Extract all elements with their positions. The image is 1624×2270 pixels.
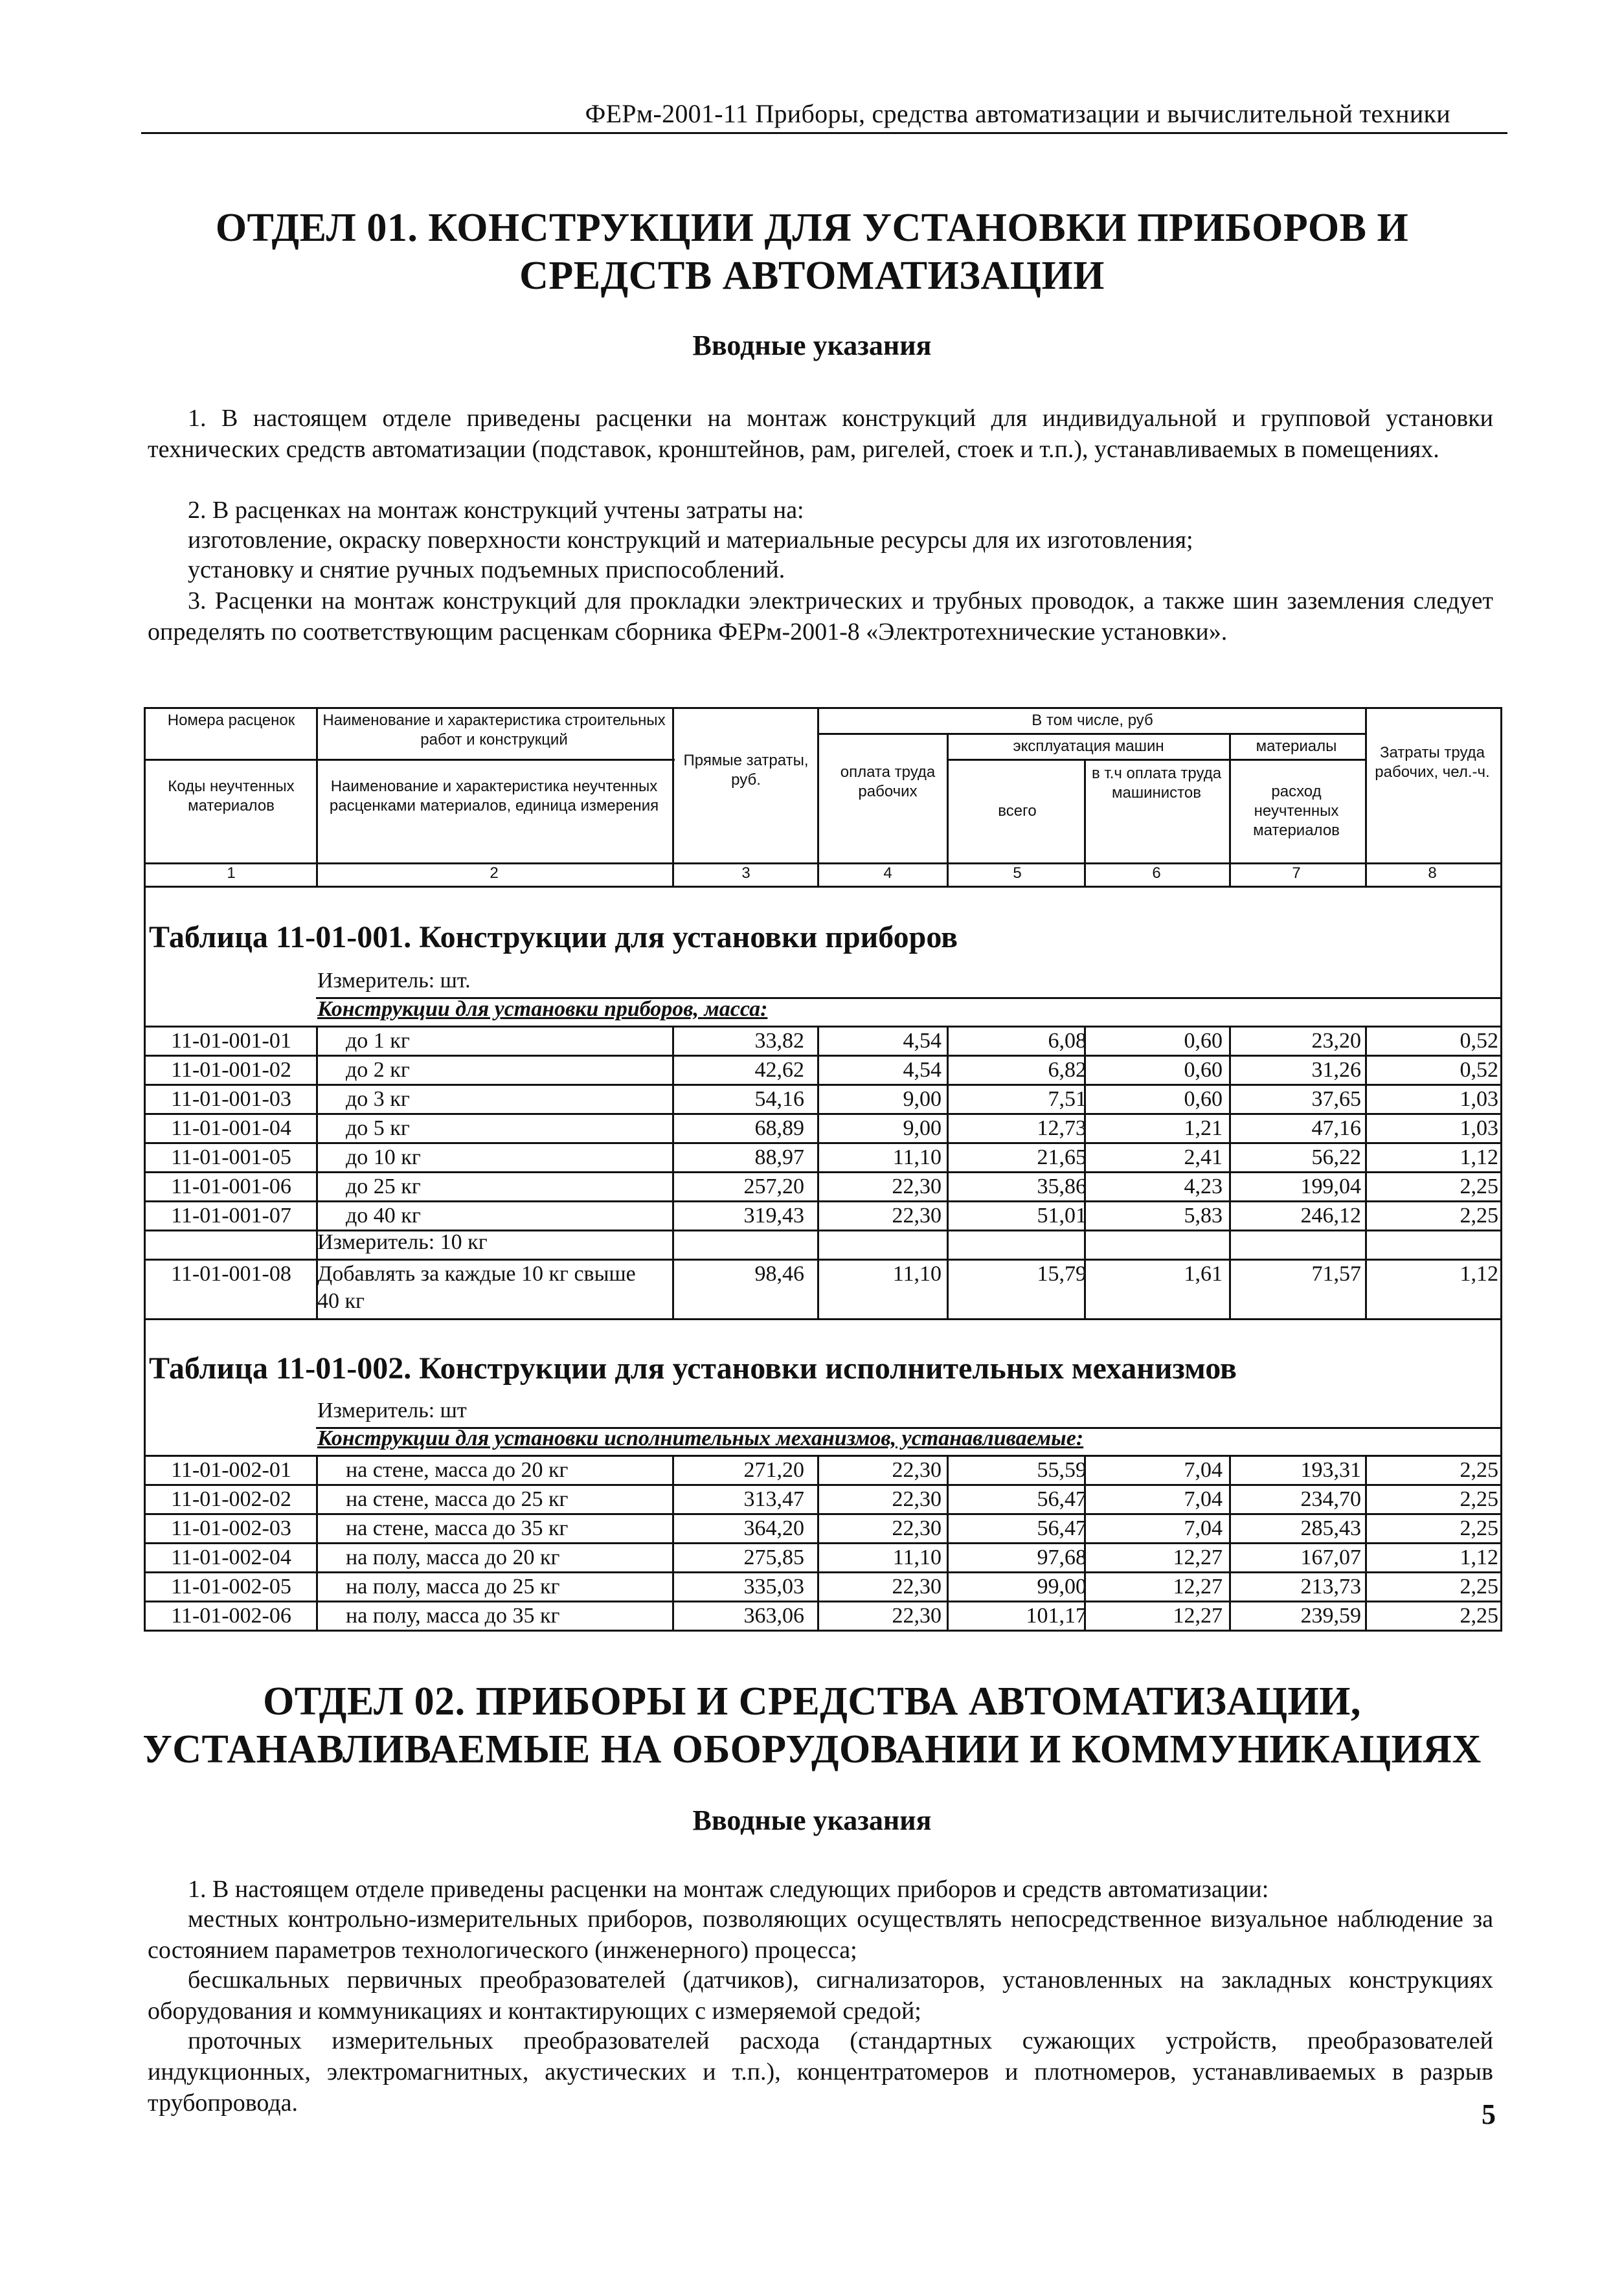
labor-hours-value: 1,12: [1460, 1545, 1498, 1569]
header-labor-hours: Затраты труда рабочих, чел.-ч.: [1375, 744, 1490, 781]
machine-total-value: 6,82: [1048, 1058, 1087, 1082]
section-01-title-line2: СРЕДСТВ АВТОМАТИЗАЦИИ: [519, 254, 1105, 298]
labor-hours-value: 2,25: [1460, 1575, 1498, 1599]
direct-costs-value: 364,20: [743, 1516, 804, 1540]
rate-name: на стене, масса до 35 кг: [346, 1516, 569, 1540]
direct-costs-value: 319,43: [743, 1204, 804, 1228]
labor-hours-value: 2,25: [1460, 1604, 1498, 1628]
section-01-paragraph-1: 1. В настоящем отделе приведены расценки на монтаж конструкций для индивидуальной и групповой установки технических средств автоматизации (подставок, кронштейнов, рам, ригелей, стоек и т.п.), устанавливаемых в помещениях.: [148, 405, 1493, 463]
section-02-title-line1: ОТДЕЛ 02. ПРИБОРЫ И СРЕДСТВА АВТОМАТИЗАЦИИ,: [263, 1680, 1361, 1724]
rate-name: до 40 кг: [346, 1204, 421, 1228]
machinist-pay-value: 12,27: [1173, 1575, 1223, 1599]
column-number-5: 5: [1013, 864, 1022, 882]
column-number-2: 2: [490, 864, 499, 882]
labor-hours-value: 2,25: [1460, 1204, 1498, 1228]
machinist-pay-value: 7,04: [1184, 1487, 1223, 1511]
header-direct-costs: Прямые затраты, руб.: [683, 752, 809, 789]
table-11-01-002-measure: Измеритель: шт: [317, 1399, 467, 1422]
machinist-pay-value: 0,60: [1184, 1087, 1223, 1111]
header-machine-operation: эксплуатация машин: [1013, 737, 1164, 755]
column-number-6: 6: [1152, 864, 1161, 882]
machinist-pay-value: 1,61: [1184, 1262, 1223, 1286]
column-number-4: 4: [883, 864, 892, 882]
machine-total-value: 21,65: [1037, 1145, 1087, 1169]
rate-code: 11-01-002-02: [171, 1487, 291, 1511]
labor-hours-value: 2,25: [1460, 1487, 1498, 1511]
machinist-pay-value: 7,04: [1184, 1458, 1223, 1482]
machinist-pay-value: 0,60: [1184, 1029, 1223, 1053]
table-11-01-002-group: Конструкции для установки исполнительных механизмов, устанавливаемые:: [317, 1426, 1084, 1450]
machine-total-value: 101,17: [1026, 1604, 1087, 1628]
header-rule: [141, 132, 1507, 134]
section-02-paragraph-1c: проточных измерительных преобразователей расхода (стандартных сужающих устройств, преобразователей индукционных, электромагнитных, акустических и т.п.), концентратомеров и плотномеров, устанавливаемых в разрыв трубопровода.: [148, 2027, 1493, 2117]
materials-value: 199,04: [1300, 1174, 1361, 1198]
section-01-intro-heading: Вводные указания: [692, 330, 932, 361]
rate-name: до 10 кг: [346, 1145, 421, 1169]
rate-code: 11-01-001-07: [171, 1204, 291, 1228]
column-number-7: 7: [1292, 864, 1301, 882]
rate-name: до 3 кг: [346, 1087, 410, 1111]
rate-code: 11-01-001-08: [171, 1262, 291, 1286]
materials-value: 239,59: [1300, 1604, 1361, 1628]
rate-name: на полу, масса до 35 кг: [346, 1604, 560, 1628]
section-01-paragraph-2a: изготовление, окраску поверхности конструкций и материальные ресурсы для их изготовления;: [188, 526, 1193, 554]
labor-pay-value: 22,30: [892, 1575, 942, 1599]
rate-name: до 2 кг: [346, 1058, 410, 1082]
materials-value: 285,43: [1300, 1516, 1361, 1540]
section-01-paragraph-3: 3. Расценки на монтаж конструкций для прокладки электрических и трубных проводок, а также шин заземления следует определять по соответствующим расценкам сборника ФЕРм-2001-8 «Электротехнические установки».: [148, 587, 1493, 646]
labor-hours-value: 1,03: [1460, 1087, 1498, 1111]
machinist-pay-value: 0,60: [1184, 1058, 1223, 1082]
materials-value: 31,26: [1311, 1058, 1361, 1082]
rate-name: на полу, масса до 20 кг: [346, 1545, 560, 1569]
header-machine-total: всего: [998, 802, 1037, 820]
table-11-01-001-measure: Измеритель: шт.: [317, 969, 471, 993]
machinist-pay-value: 12,27: [1173, 1545, 1223, 1569]
rate-code: 11-01-002-01: [171, 1458, 291, 1482]
header-rate-number: Номера расценок: [167, 712, 295, 729]
header-work-name: Наименование и характеристика строительных работ и конструкций: [322, 712, 666, 748]
rate-code: 11-01-002-03: [171, 1516, 291, 1540]
machine-total-value: 56,47: [1037, 1487, 1087, 1511]
direct-costs-value: 98,46: [754, 1262, 804, 1286]
materials-value: 167,07: [1300, 1545, 1361, 1569]
labor-hours-value: 0,52: [1460, 1058, 1498, 1082]
section-02-title-line2: УСТАНАВЛИВАЕМЫЕ НА ОБОРУДОВАНИИ И КОММУНИКАЦИЯХ: [142, 1727, 1482, 1771]
labor-hours-value: 2,25: [1460, 1516, 1498, 1540]
labor-pay-value: 4,54: [903, 1058, 942, 1082]
rate-name: на стене, масса до 25 кг: [346, 1487, 569, 1511]
machine-total-value: 7,51: [1048, 1087, 1087, 1111]
labor-pay-value: 22,30: [892, 1604, 942, 1628]
direct-costs-value: 257,20: [743, 1174, 804, 1198]
direct-costs-value: 363,06: [743, 1604, 804, 1628]
header-labor-pay: оплата труда рабочих: [840, 763, 936, 800]
table-11-01-002-caption: Таблица 11-01-002. Конструкции для установки исполнительных механизмов: [149, 1351, 1237, 1386]
header-materials: материалы: [1256, 737, 1337, 755]
materials-value: 56,22: [1311, 1145, 1361, 1169]
column-number-3: 3: [741, 864, 750, 882]
labor-pay-value: 22,30: [892, 1458, 942, 1482]
header-including: В том числе, руб: [1032, 712, 1153, 729]
rate-name-continued: 40 кг: [317, 1289, 365, 1313]
rate-code: 11-01-001-01: [171, 1029, 291, 1053]
machine-total-value: 12,73: [1037, 1116, 1087, 1140]
materials-value: 246,12: [1300, 1204, 1361, 1228]
labor-pay-value: 22,30: [892, 1174, 942, 1198]
column-number-1: 1: [227, 864, 236, 882]
materials-value: 213,73: [1300, 1575, 1361, 1599]
materials-value: 193,31: [1300, 1458, 1361, 1482]
machine-total-value: 99,00: [1037, 1575, 1087, 1599]
machine-total-value: 56,47: [1037, 1516, 1087, 1540]
rate-code: 11-01-001-05: [171, 1145, 291, 1169]
materials-value: 23,20: [1311, 1029, 1361, 1053]
machinist-pay-value: 7,04: [1184, 1516, 1223, 1540]
labor-pay-value: 22,30: [892, 1487, 942, 1511]
machine-total-value: 6,08: [1048, 1029, 1087, 1053]
labor-pay-value: 9,00: [903, 1116, 942, 1140]
direct-costs-value: 271,20: [743, 1458, 804, 1482]
labor-pay-value: 22,30: [892, 1516, 942, 1540]
machine-total-value: 55,59: [1037, 1458, 1087, 1482]
labor-pay-value: 11,10: [892, 1262, 942, 1286]
section-02-intro-heading: Вводные указания: [692, 1804, 932, 1836]
labor-hours-value: 0,52: [1460, 1029, 1498, 1053]
rate-code: 11-01-002-04: [171, 1545, 291, 1569]
direct-costs-value: 313,47: [743, 1487, 804, 1511]
rate-name: на полу, масса до 25 кг: [346, 1575, 560, 1599]
direct-costs-value: 54,16: [754, 1087, 804, 1111]
section-01-title-line1: ОТДЕЛ 01. КОНСТРУКЦИИ ДЛЯ УСТАНОВКИ ПРИБОРОВ И: [215, 206, 1409, 250]
section-02-paragraph-1b: бесшкальных первичных преобразователей (датчиков), сигнализаторов, установленных на закладных конструкциях оборудования и коммуникациях и контактирующих с измеряемой средой;: [148, 1966, 1493, 2025]
direct-costs-value: 335,03: [743, 1575, 804, 1599]
header-material-consumption: расход неучтенных материалов: [1253, 783, 1340, 839]
rate-code: 11-01-002-05: [171, 1575, 291, 1599]
direct-costs-value: 275,85: [743, 1545, 804, 1569]
materials-value: 71,57: [1311, 1262, 1361, 1286]
rate-code: 11-01-001-03: [171, 1087, 291, 1111]
materials-value: 234,70: [1300, 1487, 1361, 1511]
machine-total-value: 35,86: [1037, 1174, 1087, 1198]
section-01-paragraph-2b: установку и снятие ручных подъемных приспособлений.: [188, 556, 785, 583]
materials-value: 37,65: [1311, 1087, 1361, 1111]
labor-pay-value: 4,54: [903, 1029, 942, 1053]
section-01-paragraph-2: 2. В расценках на монтаж конструкций учтены затраты на:: [188, 497, 804, 524]
machinist-pay-value: 2,41: [1184, 1145, 1223, 1169]
labor-pay-value: 11,10: [892, 1545, 942, 1569]
header-machinist-pay: в т.ч оплата труда машинистов: [1091, 765, 1222, 802]
direct-costs-value: 68,89: [754, 1116, 804, 1140]
table-11-01-001-group: Конструкции для установки приборов, масса:: [317, 997, 768, 1021]
labor-hours-value: 1,12: [1460, 1145, 1498, 1169]
direct-costs-value: 42,62: [754, 1058, 804, 1082]
header-material-code: Коды неучтенных материалов: [168, 778, 295, 815]
table-11-01-001-caption: Таблица 11-01-001. Конструкции для установки приборов: [149, 920, 958, 954]
rate-name: до 1 кг: [346, 1029, 410, 1053]
table-11-01-001-measure-2: Измеритель: 10 кг: [317, 1230, 488, 1254]
machine-total-value: 97,68: [1037, 1545, 1087, 1569]
column-number-8: 8: [1428, 864, 1437, 882]
rate-name: на стене, масса до 20 кг: [346, 1458, 569, 1482]
section-02-paragraph-1: 1. В настоящем отделе приведены расценки на монтаж следующих приборов и средств автоматизации:: [188, 1876, 1269, 1903]
rate-name: до 25 кг: [346, 1174, 421, 1198]
rate-code: 11-01-001-06: [171, 1174, 291, 1198]
machinist-pay-value: 12,27: [1173, 1604, 1223, 1628]
rate-code: 11-01-001-04: [171, 1116, 291, 1140]
rate-code: 11-01-001-02: [171, 1058, 291, 1082]
machinist-pay-value: 5,83: [1184, 1204, 1223, 1228]
labor-pay-value: 22,30: [892, 1204, 942, 1228]
materials-value: 47,16: [1311, 1116, 1361, 1140]
machinist-pay-value: 4,23: [1184, 1174, 1223, 1198]
running-header: ФЕРм-2001-11 Приборы, средства автоматизации и вычислительной техники: [585, 99, 1450, 128]
section-02-paragraph-1a: местных контрольно-измерительных приборов, позволяющих осуществлять непосредственное визуальное наблюдение за состоянием параметров технологического (инженерного) процесса;: [148, 1905, 1493, 1964]
direct-costs-value: 33,82: [754, 1029, 804, 1053]
labor-hours-value: 1,12: [1460, 1262, 1498, 1286]
labor-pay-value: 11,10: [892, 1145, 942, 1169]
rate-name: до 5 кг: [346, 1116, 410, 1140]
labor-hours-value: 1,03: [1460, 1116, 1498, 1140]
header-material-name: Наименование и характеристика неучтенных расценками материалов, единица измерения: [329, 778, 659, 815]
rate-code: 11-01-002-06: [171, 1604, 291, 1628]
labor-hours-value: 2,25: [1460, 1174, 1498, 1198]
machine-total-value: 15,79: [1037, 1262, 1087, 1286]
machinist-pay-value: 1,21: [1184, 1116, 1223, 1140]
labor-hours-value: 2,25: [1460, 1458, 1498, 1482]
labor-pay-value: 9,00: [903, 1087, 942, 1111]
direct-costs-value: 88,97: [754, 1145, 804, 1169]
rate-name: Добавлять за каждые 10 кг свыше: [317, 1262, 636, 1286]
machine-total-value: 51,01: [1037, 1204, 1087, 1228]
page-number: 5: [1482, 2098, 1496, 2130]
